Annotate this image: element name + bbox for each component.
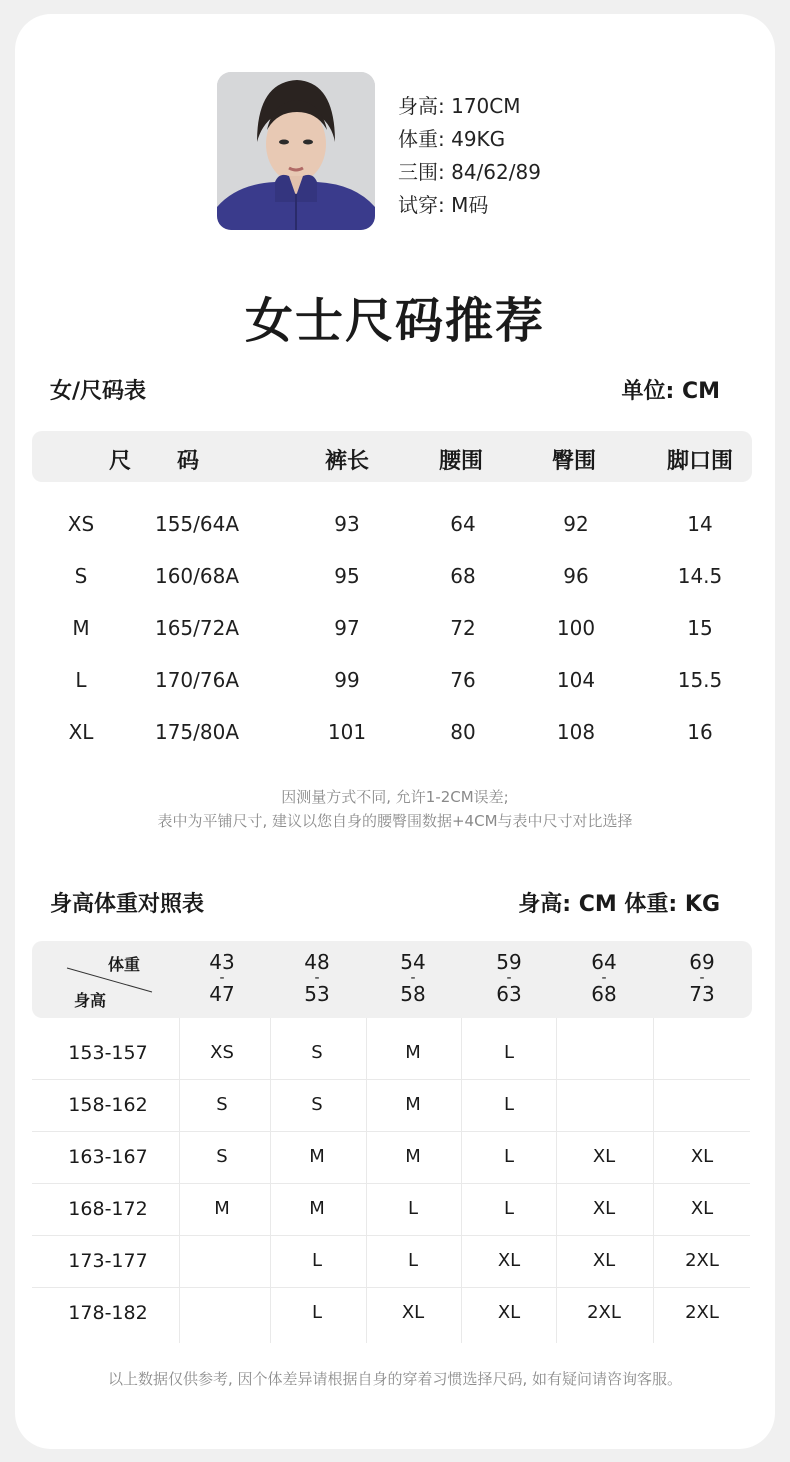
header-hip: 臀围 bbox=[551, 449, 597, 474]
size-recommendation-cell: M bbox=[214, 1198, 230, 1219]
weight-range-bottom: 73 bbox=[689, 982, 715, 1006]
size-cell: 16 bbox=[687, 720, 713, 744]
size-cell: 80 bbox=[450, 720, 476, 744]
size-recommendation-cell: XL bbox=[690, 1198, 714, 1219]
hw-table-unit: 身高: CM 体重: KG bbox=[518, 892, 720, 917]
model-weight: 体重: 49KG bbox=[398, 127, 506, 151]
weight-range-header bbox=[496, 951, 521, 1005]
weight-range-header bbox=[689, 951, 714, 1005]
size-recommendation-cell: XS bbox=[210, 1042, 234, 1063]
weight-range-sep: - bbox=[219, 970, 225, 986]
model-height: 身高: 170CM bbox=[398, 94, 521, 118]
size-recommendation-cell: L bbox=[503, 1198, 515, 1219]
grid-vline bbox=[556, 1018, 557, 1343]
height-range-cell: 158-162 bbox=[68, 1094, 148, 1116]
weight-range-sep: - bbox=[410, 970, 416, 986]
size-table-header bbox=[32, 431, 752, 482]
weight-range-bottom: 47 bbox=[209, 982, 235, 1006]
size-recommendation-cell: XL bbox=[497, 1250, 521, 1271]
weight-range-top: 59 bbox=[496, 950, 522, 974]
grid-hline bbox=[32, 1131, 750, 1132]
size-recommendation-cell: L bbox=[503, 1094, 515, 1115]
size-cell: 92 bbox=[563, 512, 589, 536]
weight-range-bottom: 58 bbox=[400, 982, 426, 1006]
size-recommendation-cell: XL bbox=[592, 1198, 616, 1219]
size-cell: 165/72A bbox=[154, 616, 240, 640]
note-line-2: 表中为平铺尺寸, 建议以您自身的腰臀围数据+4CM与表中尺寸对比选择 bbox=[157, 812, 633, 830]
size-recommendation-cell: XL bbox=[690, 1146, 714, 1167]
size-cell: XL bbox=[68, 720, 94, 744]
header-pants-length: 裤长 bbox=[324, 449, 370, 474]
size-cell: XS bbox=[67, 512, 95, 536]
corner-weight-label: 体重 bbox=[108, 955, 141, 974]
size-recommendation-cell: L bbox=[311, 1302, 323, 1323]
size-cell: M bbox=[72, 616, 90, 640]
weight-range-bottom: 63 bbox=[496, 982, 522, 1006]
grid-vline bbox=[653, 1018, 654, 1343]
size-cell: 68 bbox=[450, 564, 476, 588]
grid-hline bbox=[32, 1183, 750, 1184]
size-cell: 99 bbox=[334, 668, 360, 692]
size-cell: 14.5 bbox=[677, 564, 723, 588]
size-recommendation-cell: L bbox=[311, 1250, 323, 1271]
weight-range-top: 48 bbox=[304, 950, 330, 974]
size-recommendation-cell: M bbox=[405, 1042, 421, 1063]
page-title: 女士尺码推荐 bbox=[244, 293, 545, 349]
size-recommendation-cell: M bbox=[309, 1146, 325, 1167]
model-measurements: 三围: 84/62/89 bbox=[398, 160, 541, 184]
grid-vline bbox=[179, 1018, 180, 1343]
height-range-cell: 173-177 bbox=[68, 1250, 148, 1272]
weight-range-top: 69 bbox=[689, 950, 715, 974]
weight-range-header bbox=[304, 951, 329, 1005]
size-recommendation-cell: M bbox=[405, 1146, 421, 1167]
size-cell: 100 bbox=[556, 616, 596, 640]
height-range-cell: 178-182 bbox=[68, 1302, 148, 1324]
size-cell: 108 bbox=[556, 720, 596, 744]
size-recommendation-cell: 2XL bbox=[685, 1302, 719, 1323]
weight-range-sep: - bbox=[699, 970, 705, 986]
header-size-2: 码 bbox=[176, 449, 200, 474]
size-recommendation-cell: S bbox=[216, 1146, 228, 1167]
weight-range-top: 64 bbox=[591, 950, 617, 974]
size-recommendation-cell: M bbox=[309, 1198, 325, 1219]
size-table-title: 女/尺码表 bbox=[50, 379, 147, 404]
grid-hline bbox=[32, 1079, 750, 1080]
size-cell: 101 bbox=[327, 720, 367, 744]
size-recommendation-cell: XL bbox=[592, 1250, 616, 1271]
size-cell: 170/76A bbox=[154, 668, 240, 692]
height-range-cell: 153-157 bbox=[68, 1042, 148, 1064]
size-cell: S bbox=[74, 564, 88, 588]
size-cell: 104 bbox=[556, 668, 596, 692]
grid-vline bbox=[366, 1018, 367, 1343]
size-recommendation-cell: M bbox=[405, 1094, 421, 1115]
size-cell: 14 bbox=[687, 512, 713, 536]
height-range-cell: 163-167 bbox=[68, 1146, 148, 1168]
size-recommendation-cell: L bbox=[407, 1250, 419, 1271]
size-cell: L bbox=[75, 668, 87, 692]
weight-range-sep: - bbox=[506, 970, 512, 986]
size-recommendation-cell: S bbox=[216, 1094, 228, 1115]
size-recommendation-cell: S bbox=[311, 1042, 323, 1063]
weight-range-bottom: 68 bbox=[591, 982, 617, 1006]
size-cell: 95 bbox=[334, 564, 360, 588]
header-hem: 脚口围 bbox=[666, 449, 734, 474]
size-recommendation-cell: XL bbox=[497, 1302, 521, 1323]
grid-vline bbox=[461, 1018, 462, 1343]
weight-range-sep: - bbox=[314, 970, 320, 986]
model-photo bbox=[217, 72, 375, 230]
size-recommendation-cell: 2XL bbox=[685, 1250, 719, 1271]
grid-vline bbox=[270, 1018, 271, 1343]
size-cell: 155/64A bbox=[154, 512, 240, 536]
header-waist: 腰围 bbox=[438, 449, 484, 474]
corner-height-label: 身高 bbox=[74, 991, 107, 1010]
hw-table-title: 身高体重对照表 bbox=[50, 892, 205, 917]
size-guide-card bbox=[15, 14, 775, 1449]
size-cell: 175/80A bbox=[154, 720, 240, 744]
size-recommendation-cell: S bbox=[311, 1094, 323, 1115]
note-line-1: 因测量方式不同, 允许1-2CM误差; bbox=[281, 788, 509, 806]
header-size-1: 尺 bbox=[108, 449, 132, 474]
weight-range-header bbox=[209, 951, 234, 1005]
size-cell: 64 bbox=[450, 512, 476, 536]
weight-range-header bbox=[591, 951, 616, 1005]
size-table-unit: 单位: CM bbox=[621, 379, 720, 404]
size-cell: 72 bbox=[450, 616, 476, 640]
size-recommendation-cell: XL bbox=[401, 1302, 425, 1323]
footer-note: 以上数据仅供参考, 因个体差异请根据自身的穿着习惯选择尺码, 如有疑问请咨询客服。 bbox=[107, 1370, 683, 1388]
grid-hline bbox=[32, 1287, 750, 1288]
corner-diagonal bbox=[66, 966, 154, 994]
grid-hline bbox=[32, 1235, 750, 1236]
size-recommendation-cell: L bbox=[503, 1042, 515, 1063]
size-cell: 76 bbox=[450, 668, 476, 692]
model-tried-size: 试穿: M码 bbox=[398, 193, 489, 217]
weight-range-top: 54 bbox=[400, 950, 426, 974]
model-portrait-icon bbox=[217, 72, 375, 230]
size-cell: 160/68A bbox=[154, 564, 240, 588]
size-recommendation-cell: L bbox=[407, 1198, 419, 1219]
height-range-cell: 168-172 bbox=[68, 1198, 148, 1220]
weight-range-top: 43 bbox=[209, 950, 235, 974]
size-cell: 15 bbox=[687, 616, 713, 640]
size-cell: 97 bbox=[334, 616, 360, 640]
size-recommendation-cell: XL bbox=[592, 1146, 616, 1167]
model-info bbox=[398, 90, 541, 222]
size-cell: 93 bbox=[334, 512, 360, 536]
size-cell: 96 bbox=[563, 564, 589, 588]
size-cell: 15.5 bbox=[677, 668, 723, 692]
weight-range-bottom: 53 bbox=[304, 982, 330, 1006]
weight-range-header bbox=[400, 951, 425, 1005]
size-recommendation-cell: L bbox=[503, 1146, 515, 1167]
weight-range-sep: - bbox=[601, 970, 607, 986]
size-recommendation-cell: 2XL bbox=[587, 1302, 621, 1323]
